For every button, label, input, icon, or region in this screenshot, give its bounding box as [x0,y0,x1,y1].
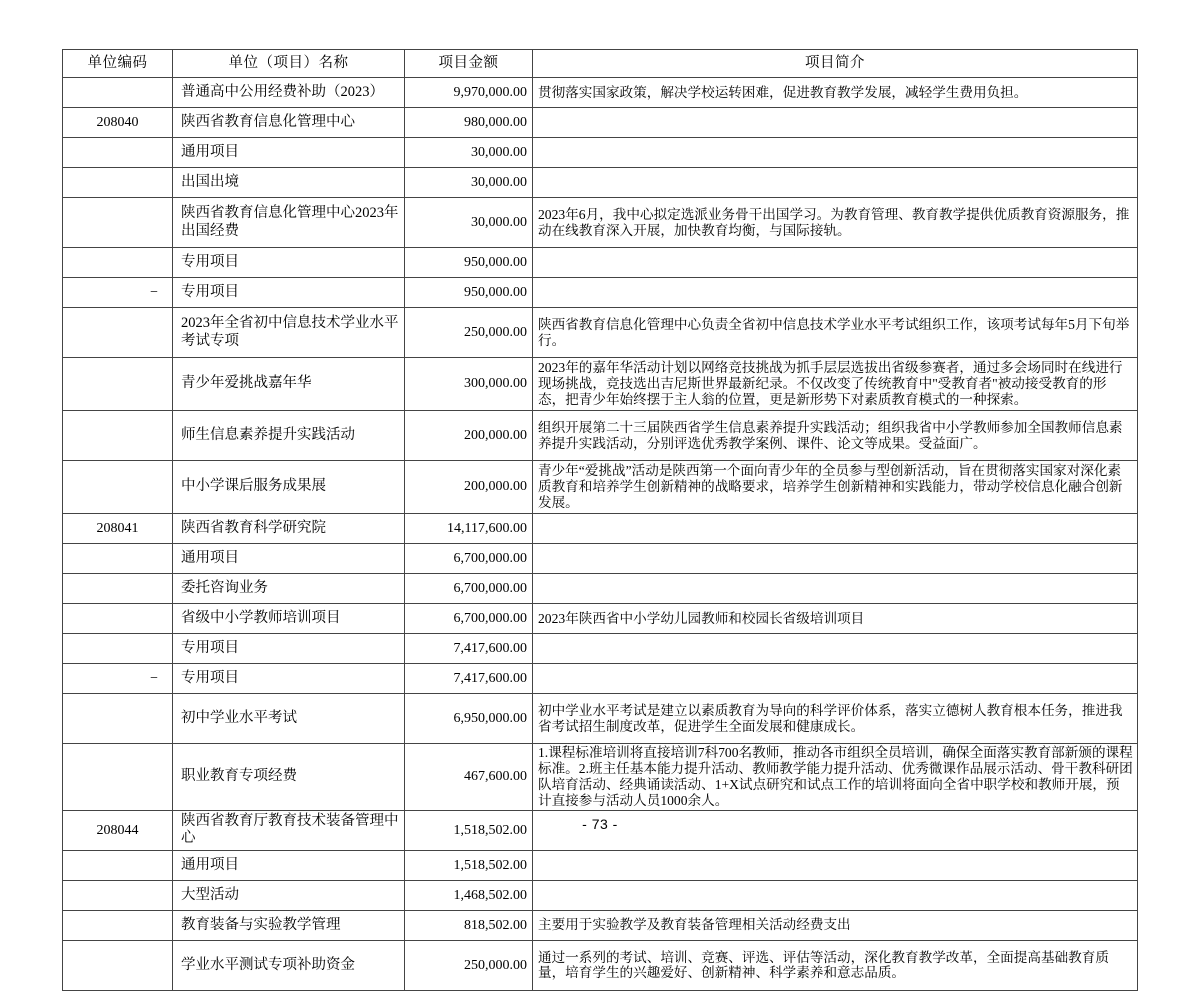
table-row [63,248,1138,278]
cell-unit-code [63,604,173,634]
cell-unit-project-name: 专用项目 [173,278,405,308]
cell-project-intro [533,634,1138,664]
column-header-unit-code: 单位编码 [63,50,173,78]
table-row [63,694,1138,744]
cell-project-amount: 6,700,000.00 [405,574,533,604]
cell-project-intro [533,544,1138,574]
cell-unit-project-name: 职业教育专项经费 [173,744,405,811]
cell-unit-project-name: 青少年爱挑战嘉年华 [173,358,405,411]
column-header-project-intro: 项目简介 [533,50,1138,78]
cell-unit-code [63,411,173,461]
budget-table [62,49,1138,991]
cell-unit-project-name: 省级中小学教师培训项目 [173,604,405,634]
cell-project-amount: 950,000.00 [405,248,533,278]
table-row [63,910,1138,940]
cell-project-intro: 1.课程标准培训将直接培训7科700名教师，推动各市组织全员培训，确保全面落实教育部新颁的课程标准。2.班主任基本能力提升活动、教师教学能力提升活动、优秀微课作品展示活动、骨干教科研团队培育活动、经典诵读活动、1+X试点研究和试点工作的培训将面向全省中职学校和教师开展，预计直接参与活动人员1000余人。 [533,744,1138,811]
cell-unit-project-name: 2023年全省初中信息技术学业水平考试专项 [173,308,405,358]
table-row [63,198,1138,248]
cell-project-intro: 陕西省教育信息化管理中心负责全省初中信息技术学业水平考试组织工作，该项考试每年5月下旬举行。 [533,308,1138,358]
cell-unit-code [63,358,173,411]
cell-unit-code [63,78,173,108]
table-row [63,940,1138,990]
cell-project-intro [533,278,1138,308]
cell-project-intro: 青少年“爱挑战”活动是陕西第一个面向青少年的全员参与型创新活动，旨在贯彻落实国家对深化素质教育和培养学生创新精神的战略要求，培养学生创新精神和实践能力，带动学校信息化融合创新发展。 [533,461,1138,514]
table-row [63,138,1138,168]
cell-unit-project-name: 通用项目 [173,544,405,574]
cell-project-amount: 7,417,600.00 [405,634,533,664]
cell-unit-code [63,138,173,168]
cell-unit-code [63,168,173,198]
cell-unit-project-name: 通用项目 [173,850,405,880]
cell-unit-code: 208044 [63,810,173,850]
cell-unit-code [63,910,173,940]
cell-unit-project-name: 初中学业水平考试 [173,694,405,744]
cell-unit-project-name: 陕西省教育厅教育技术装备管理中心 [173,810,405,850]
cell-project-amount: 950,000.00 [405,278,533,308]
table-row [63,278,1138,308]
cell-project-intro [533,108,1138,138]
cell-project-amount: 9,970,000.00 [405,78,533,108]
cell-project-amount: 467,600.00 [405,744,533,811]
table-row [63,108,1138,138]
table-row [63,78,1138,108]
cell-project-amount: 818,502.00 [405,910,533,940]
table-header [63,50,1138,78]
cell-project-intro [533,664,1138,694]
cell-project-amount: 6,950,000.00 [405,694,533,744]
table-row [63,744,1138,811]
table-row [63,574,1138,604]
cell-unit-code [63,634,173,664]
cell-unit-project-name: 学业水平测试专项补助资金 [173,940,405,990]
table-row [63,544,1138,574]
cell-project-intro: 主要用于实验教学及教育装备管理相关活动经费支出 [533,910,1138,940]
cell-unit-code [63,940,173,990]
cell-project-intro [533,138,1138,168]
cell-project-amount: 30,000.00 [405,138,533,168]
cell-unit-code [63,574,173,604]
cell-project-amount: 980,000.00 [405,108,533,138]
table-row [63,168,1138,198]
table-row [63,308,1138,358]
table-row [63,880,1138,910]
table-row [63,358,1138,411]
cell-unit-code [63,461,173,514]
cell-project-intro: 2023年的嘉年华活动计划以网络竞技挑战为抓手层层选拔出省级参赛者，通过多会场同时在线进行现场挑战，竞技选出吉尼斯世界最新纪录。不仅改变了传统教育中"受教育者"被动接受教育的形态，把青少年始终摆于主人翁的位置，更是新形势下对素质教育模式的一种探索。 [533,358,1138,411]
cell-project-amount: 7,417,600.00 [405,664,533,694]
cell-project-amount: 300,000.00 [405,358,533,411]
cell-unit-project-name: 出国出境 [173,168,405,198]
cell-unit-project-name: 大型活动 [173,880,405,910]
column-header-unit-project-name: 单位（项目）名称 [173,50,405,78]
cell-project-intro [533,850,1138,880]
cell-project-amount: 6,700,000.00 [405,544,533,574]
cell-project-amount: 200,000.00 [405,411,533,461]
cell-unit-project-name: 陕西省教育信息化管理中心2023年出国经费 [173,198,405,248]
table-body [63,78,1138,991]
cell-project-intro [533,514,1138,544]
cell-unit-code: 208040 [63,108,173,138]
cell-project-intro [533,168,1138,198]
cell-unit-project-name: 陕西省教育信息化管理中心 [173,108,405,138]
table-row [63,850,1138,880]
cell-unit-code [63,544,173,574]
cell-project-amount: 250,000.00 [405,940,533,990]
table-row [63,664,1138,694]
cell-project-amount: 30,000.00 [405,168,533,198]
cell-project-intro: 贯彻落实国家政策，解决学校运转困难，促进教育教学发展，减轻学生费用负担。 [533,78,1138,108]
cell-project-intro: 组织开展第二十三届陕西省学生信息素养提升实践活动；组织我省中小学教师参加全国教师信息素养提升实践活动，分别评选优秀教学案例、课件、论文等成果。受益面广。 [533,411,1138,461]
cell-unit-code: − [63,664,173,694]
cell-project-intro: 2023年陕西省中小学幼儿园教师和校园长省级培训项目 [533,604,1138,634]
table-header-row [63,50,1138,78]
table-row [63,604,1138,634]
cell-unit-project-name: 通用项目 [173,138,405,168]
cell-project-intro [533,574,1138,604]
cell-project-intro: 初中学业水平考试是建立以素质教育为导向的科学评价体系，落实立德树人教育根本任务，推进我省考试招生制度改革，促进学生全面发展和健康成长。 [533,694,1138,744]
cell-unit-project-name: 陕西省教育科学研究院 [173,514,405,544]
cell-project-amount: 14,117,600.00 [405,514,533,544]
cell-project-amount: 1,518,502.00 [405,850,533,880]
cell-project-intro [533,880,1138,910]
table-row [63,514,1138,544]
column-header-project-amount: 项目金额 [405,50,533,78]
cell-unit-project-name: 普通高中公用经费补助（2023） [173,78,405,108]
cell-project-amount: 1,468,502.00 [405,880,533,910]
cell-unit-code [63,308,173,358]
cell-project-amount: 250,000.00 [405,308,533,358]
cell-unit-code: 208041 [63,514,173,544]
cell-project-amount: 30,000.00 [405,198,533,248]
table-row [63,411,1138,461]
cell-unit-code [63,694,173,744]
cell-unit-code [63,744,173,811]
cell-unit-project-name: 专用项目 [173,664,405,694]
cell-unit-project-name: 委托咨询业务 [173,574,405,604]
cell-project-amount: 6,700,000.00 [405,604,533,634]
cell-unit-code: − [63,278,173,308]
cell-unit-code [63,198,173,248]
cell-unit-code [63,880,173,910]
cell-project-amount: 1,518,502.00 [405,810,533,850]
cell-unit-project-name: 专用项目 [173,634,405,664]
table-row [63,634,1138,664]
cell-unit-code [63,850,173,880]
cell-project-intro [533,248,1138,278]
cell-unit-project-name: 中小学课后服务成果展 [173,461,405,514]
cell-unit-code [63,248,173,278]
cell-unit-project-name: 专用项目 [173,248,405,278]
table-row [63,461,1138,514]
page-number: - 73 - [582,816,618,832]
cell-project-intro: 2023年6月，我中心拟定选派业务骨干出国学习。为教育管理、教育教学提供优质教育资源服务，推动在线教育深入开展，加快教育均衡，与国际接轨。 [533,198,1138,248]
cell-project-amount: 200,000.00 [405,461,533,514]
cell-project-intro: 通过一系列的考试、培训、竞赛、评选、评估等活动，深化教育教学改革，全面提高基础教育质量，培育学生的兴趣爱好、创新精神、科学素养和意志品质。 [533,940,1138,990]
cell-unit-project-name: 教育装备与实验教学管理 [173,910,405,940]
cell-unit-project-name: 师生信息素养提升实践活动 [173,411,405,461]
